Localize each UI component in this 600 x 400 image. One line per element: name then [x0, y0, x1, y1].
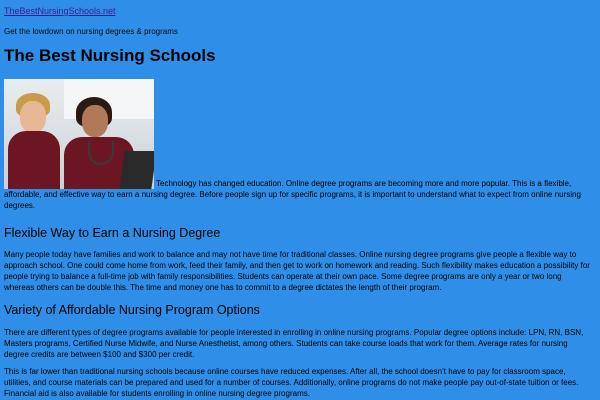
section-paragraph-variety-1: There are different types of degree programs available for people interested in enrolling in online nursing programs. Popular degree options include: LPN, RN, BSN, Masters programs, Certified Nurse Midwife, and Nurse Anesthetist, among others. Students can take course loads that work for them. Average rates for nursing degree credits are between $100 and $300 per credit. [4, 328, 584, 359]
page-title: The Best Nursing Schools [4, 46, 216, 65]
nurse-2-face [82, 105, 108, 137]
nurse-1-scrubs [8, 131, 60, 189]
site-home-link[interactable]: TheBestNursingSchools.net [4, 6, 116, 16]
laptop [119, 151, 154, 189]
site-tagline: Get the lowdown on nursing degrees & programs [4, 27, 178, 36]
intro-paragraph: Technology has changed education. Online degree programs are becoming more and more popular. This is a flexible, affordable, and effective way to earn a nursing degree. Before people sign up for specific programs, it is important to understand what to expect from online nursing degrees. [4, 179, 581, 210]
nurses-photo [4, 79, 154, 189]
section-paragraph-flexible: Many people today have families and work to balance and may not have time for traditional classes. Online nursing degree programs give people a flexible way to approach school. One could come home from work, feed their family, and then get to work on homework and reading. Such flexibility makes education a possibility for people trying to balance a full-time job with family responsibilities. Students can operate at their own pace. Some degree programs are only a year or two long whereas others can be double this. The time and money one has to commit to a degree dictates the length of their program. [4, 250, 590, 292]
intro-block [4, 79, 594, 211]
section-paragraph-variety-2: This is far lower than traditional nursing schools because online courses have reduced expenses. After all, the school doesn’t have to pay for classroom space, utilities, and course materials can be prepared and used for a number of courses. Additionally, online programs do not make people pay out-of-state tuition or fees. Financial aid is also available for students enrolling in online nursing degree programs. [4, 367, 579, 398]
section-heading-flexible: Flexible Way to Earn a Nursing Degree [4, 226, 221, 240]
nurse-1-face [20, 101, 46, 133]
section-heading-variety: Variety of Affordable Nursing Program Options [4, 303, 260, 317]
